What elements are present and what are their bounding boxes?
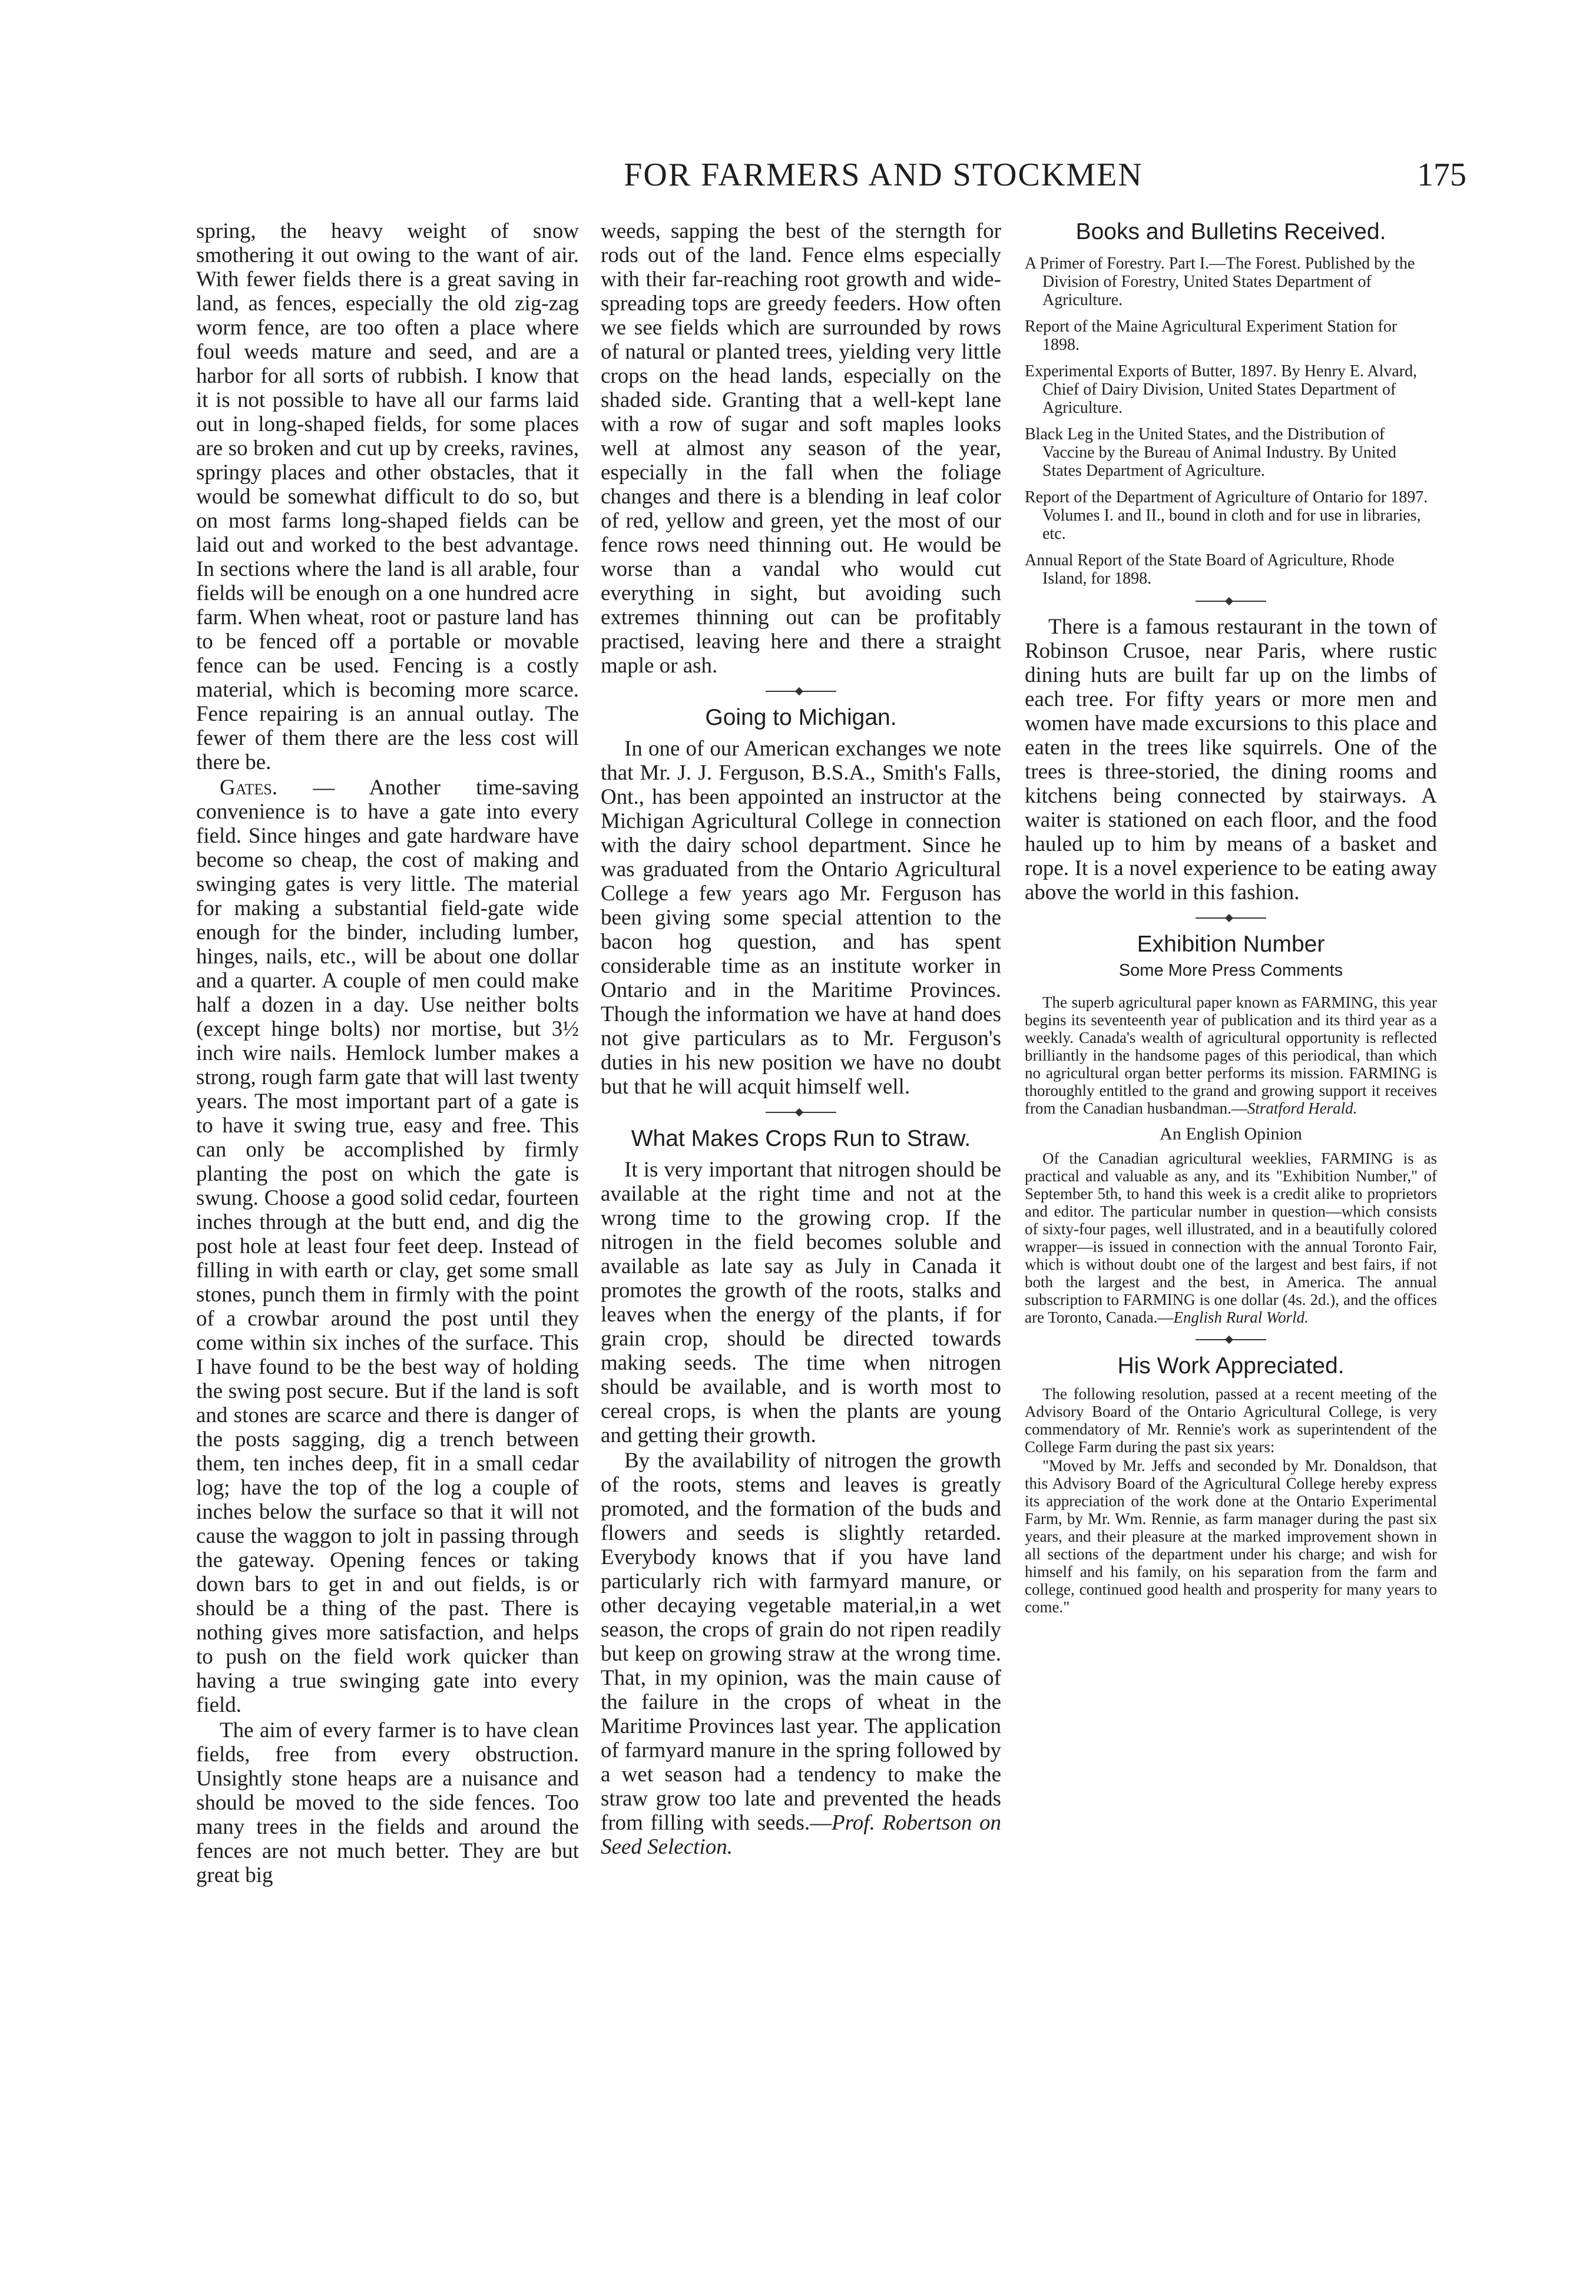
list-item: Black Leg in the United States, and the Distribution of Vaccine by the Bureau of Animal Industry. By United States Department of Agriculture.	[1025, 425, 1396, 480]
restaurant-paragraph: There is a famous restaurant in the town of Robinson Crusoe, near Paris, where rustic dining huts are built far up on the limbs of each tree. For fifty years or more men and women have made excursions to this place and eaten in the trees like squirrels. One of the trees is three-storied, the dining rooms and kitchens being connected by stairways. A waiter is stationed on each floor, and the food hauled up to him by means of a basket and rope. It is a novel experience to be eating away above the world in this fashion.	[1025, 615, 1437, 905]
work-paragraph: The following resolution, passed at a recent meeting of the Advisory Board of the Ontario Agricultural College, is very commendatory of Mr. Rennie's work as superintendent of the College Farm during the past six years:	[1025, 1385, 1437, 1456]
work-title: His Work Appreciated.	[1117, 1353, 1345, 1379]
books-title: Books and Bulletins Received.	[1075, 219, 1386, 244]
column-2	[601, 219, 1001, 2139]
section-divider	[1196, 917, 1266, 919]
section-divider	[766, 691, 836, 692]
books-list	[1025, 254, 1437, 588]
english-credit: English Rural World.	[1173, 1308, 1309, 1326]
english-paragraph	[1025, 1149, 1437, 1326]
crops-title: What Makes Crops Run to Straw.	[631, 1126, 971, 1151]
page-number: 175	[1417, 157, 1466, 193]
exhibition-subtitle: Some More Press Comments	[1118, 961, 1343, 980]
michigan-paragraph: In one of our American exchanges we note that Mr. J. J. Ferguson, B.S.A., Smith's Falls, Ont., has been appointed an instructor at the Michigan Agricultural College in connection with the dairy school department. Since he was graduated from the Ontario Agricultural College a few years ago Mr. Ferguson has been giving some special attention to the bacon hog question, and has spent considerable time as an institute worker in Ontario and in the Maritime Provinces. Though the information we have at hand does not give particulars as to Mr. Ferguson's duties in his new position we have no doubt but that he will acquit himself well.	[601, 737, 1001, 1099]
section-divider	[766, 1112, 836, 1113]
paragraph: weeds, sapping the best of the sterngth for rods out of the land. Fence elms especially with their far-reaching root growth and wide-spreading tops are greedy feeders. How often we see fields which are surrounded by rows of natural or planted trees, yielding very little crops on the head lands, especially on the shaded side. Granting that a well-kept lane with a row of sugar and soft maples looks well at almost any season of the year, especially in the fall when the foliage changes and there is a blending in leaf color of red, yellow and green, yet the most of our fence rows need thinning out. He would be worse than a vandal who would cut everything in sight, but avoiding such extremes thinning out can be profitably practised, leaving here and there a straight maple or ash.	[601, 219, 1001, 678]
list-item: A Primer of Forestry. Part I.—The Forest. Published by the Division of Forestry, United States Department of Agriculture.	[1025, 254, 1415, 309]
exhibition-text: The superb agricultural paper known as FARMING, this year begins its seventeenth year of publication and its third year as a weekly. Canada's wealth of agricultural opportunity is reflected brilliantly in the handsome pages of this periodical, than which no agricultural organ better performs its mission. FARMING is thoroughly entitled to the grand and growing support it receives from the Canadian husbandman.—	[1025, 993, 1437, 1117]
paragraph: spring, the heavy weight of snow smothering it out owing to the want of air. With fewer fields there is a great saving in land, as fences, especially the old zig-zag worm fence, are too often a place where foul weeds mature and seed, and are a harbor for all sorts of rubbish. I know that it is not possible to have all our farms laid out in long-shaped fields, for some places are so broken and cut up by creeks, ravines, springy places and other obstacles, that it would be somewhat difficult to do so, but on most farms long-shaped fields can be laid out and worked to the best advantage. In sections where the land is all arable, four fields will be enough on a one hundred acre farm. When wheat, root or pasture land has to be fenced off a portable or movable fence can be used. Fencing is a costly material, which is becoming more scarce. Fence repairing is an annual outlay. The fewer of them there are the less cost will there be.	[196, 219, 579, 774]
section-divider	[1196, 1339, 1266, 1340]
column-3	[1025, 219, 1437, 2139]
gates-text: — Another time-saving convenience is to have a gate into every field. Since hinges and gate hardware have become so cheap, the cost of making and swinging gates is very little. The material for making a substantial field-gate wide enough for the binder, including lumber, hinges, nails, etc., will be about one dollar and a quarter. A couple of men could make half a dozen in a day. Use neither bolts (except hinge bolts) nor mortise, but 3½ inch wire nails. Hemlock lumber makes a strong, rough farm gate that will last twenty years. The most important part of a gate is to have it swing true, easy and free. This can only be accomplished by firmly planting the post on which the gate is swung. Choose a good solid cedar, fourteen inches through at the butt end, and dig the post hole at least four feet deep. Instead of filling in with earth or clay, get some small stones, punch them in firmly with the point of a crowbar around the post until they come within six inches of the surface. This I have found to be the best way of holding the swing post secure. But if the land is soft and stones are scarce and there is danger of the posts sagging, dig a trench between them, ten inches deep, fit in a small cedar log; have the top of the log a couple of inches below the surface so that it will not cause the waggon to jolt in passing through the gateway. Opening fences or taking down bars to get in and out fields, is or should be a thing of the past. There is nothing gives more satisfaction, and helps to push on the field work quicker than having a true swinging gate into every field.	[196, 776, 579, 1717]
gates-paragraph	[196, 776, 579, 1717]
crops-paragraph: It is very important that nitrogen should be available at the right time and not at the wrong time to the growing crop. If the nitrogen in the field becomes soluble and available as late say as July in Canada it promotes the growth of the roots, stalks and leaves when the energy of the plants, if for grain crop, should be directed towards making seeds. The time when nitrogen should be available, and is worth most to cereal crops, is when the plants are young and getting their growth.	[601, 1158, 1001, 1447]
gates-label: Gates.	[220, 776, 278, 800]
english-opinion-title: An English Opinion	[1160, 1124, 1302, 1144]
michigan-title: Going to Michigan.	[705, 705, 897, 730]
english-text: Of the Canadian agricultural weeklies, FARMING is as practical and valuable as any, and its "Exhibition Number," of September 5th, to hand this week is a credit alike to proprietors and editor. The particular number in question—which consists of sixty-four pages, well illustrated, and in a beautifully colored wrapper—is issued in connection with the annual Toronto Fair, which is without doubt one of the largest and best fairs, if not both the largest and the best, in America. The annual subscription to FARMING is one dollar (4s. 2d.), and the offices are Toronto, Canada.—	[1025, 1149, 1437, 1326]
list-item: Annual Report of the State Board of Agriculture, Rhode Island, for 1898.	[1025, 551, 1395, 588]
column-1	[196, 219, 579, 2151]
list-item: Report of the Maine Agricultural Experiment Station for 1898.	[1025, 317, 1398, 354]
exhibition-paragraph	[1025, 993, 1437, 1117]
crops-text: By the availability of nitrogen the growth of the roots, stems and leaves is greatly promoted, and the formation of the buds and flowers and seeds is slightly retarded. Everybody knows that if you have land particularly rich with farmyard manure, or other decaying vegetable material,in a wet season, the crops of grain do not ripen readily but keep on growing straw at the wrong time. That, in my opinion, was the main cause of the failure in the crops of wheat in the Maritime Provinces last year. The application of farmyard manure in the spring followed by a wet season had a tendency to make the straw grow too late and prevented the heads from filling with seeds.—	[601, 1449, 1001, 1835]
work-resolution: "Moved by Mr. Jeffs and seconded by Mr. Donaldson, that this Advisory Board of the Agricultural College hereby express its appreciation of the work done at the Ontario Experimental Farm, by Mr. Wm. Rennie, as farm manager during the past six years, and their pleasure at the marked improvement shown in all sections of the department under his charge; and wish for himself and his family, on his separation from the farm and college, continued good health and prosperity for many years to come."	[1025, 1457, 1437, 1616]
exhibition-title: Exhibition Number	[1137, 932, 1325, 957]
crops-credit: Prof. Robertson on Seed Selection.	[601, 1811, 1001, 1859]
exhibition-credit: Stratford Herald.	[1247, 1099, 1357, 1117]
running-title: FOR FARMERS AND STOCKMEN	[624, 157, 1143, 193]
crops-paragraph-2	[601, 1449, 1001, 1859]
list-item: Report of the Department of Agriculture of Ontario for 1897. Volumes I. and II., bound in cloth and for use in libraries, etc.	[1025, 488, 1428, 543]
page-header	[194, 156, 1466, 209]
list-item: Experimental Exports of Butter, 1897. By Henry E. Alvard, Chief of Dairy Division, United States Department of Agriculture.	[1025, 362, 1418, 417]
paragraph: The aim of every farmer is to have clean fields, free from every obstruction. Unsightly stone heaps are a nuisance and should be moved to the side fences. Too many trees in the fields and around the fences are not much better. They are but great big	[196, 1718, 579, 1887]
section-divider	[1196, 601, 1266, 602]
